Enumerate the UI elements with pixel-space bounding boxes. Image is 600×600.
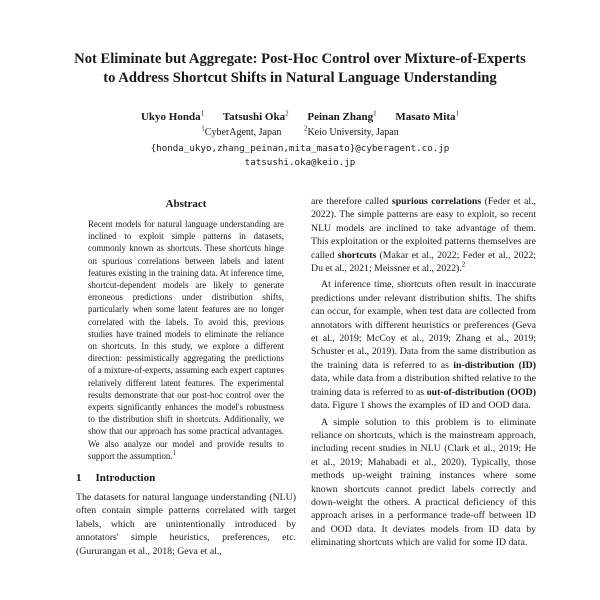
author: Ukyo Honda$^1$	[140, 109, 205, 123]
author-emails	[40, 142, 560, 170]
title-line-1: Not Eliminate but Aggregate: Post-Hoc Control over Mixture-of-Experts	[74, 51, 526, 67]
affiliation: $^2$Keio University, Japan	[303, 124, 399, 138]
title-line-2: to Address Shortcut Shifts in Natural Language Understanding	[103, 70, 497, 86]
left-column	[76, 198, 296, 561]
abstract-text: Recent models for natural language understanding are inclined to exploit simple patterns in datasets, commonly known as shortcuts. These shortcuts hinge on spurious correlations between labels and latent features existing in the training data. At inference time, shortcut-dependent models are likely to generate erroneous predictions under distribution shifts, particularly when some latent features are no longer correlated with the labels. To avoid this, previous studies have trained models to eliminate the reliance on shortcuts. In this study, we explore a different direction: pessimistically aggregating the predictions of a mixture-of-experts, assuming each expert captures relatively different latent features. The experimental results demonstrate that our post-hoc control over the experts significantly enhances the model's robustness to the distribution shift in shortcuts. Additionally, we show that our approach has some practical advantages. We also analyze our model and provide results to support the assumption.$^1$	[88, 219, 284, 461]
author: Tatsushi Oka$^2$	[222, 109, 289, 123]
paragraph: At inference time, shortcuts often result in inaccurate predictions under relevant distribution shifts. The shifts can occur, for example, when test data are collected from annotators with different heuristics or preferences (Geva et al., 2019; McCoy et al., 2019; Zhang et al., 2019; Schuster et al., 2019). Data from the same distribution as the training data is referred to as in-distribution (ID) data, while data from a distribution shifted relative to the training data is referred to as out-of-distribution (OOD) data. Figure 1 shows the examples of ID and OOD data.	[311, 279, 536, 412]
paragraph: are therefore called spurious correlations (Feder et al., 2022). The simple patterns are easy to exploit, so recent NLU models are inclined to take advantage of them. This exploitation or the exploited patterns themselves are called shortcuts (Makar et al., 2022; Feder et al., 2022; Du et al., 2021; Meissner et al., 2022).$^2$	[311, 196, 536, 275]
affiliations	[40, 126, 560, 139]
affiliation: $^1$CyberAgent, Japan	[201, 124, 282, 138]
section-heading-introduction: 1 Introduction	[76, 472, 156, 485]
author-list	[40, 110, 560, 124]
email-line: {honda_ukyo,zhang_peinan,mita_masato}@cyberagent.co.jp	[150, 143, 450, 154]
paragraph: A simple solution to this problem is to eliminate reliance on shortcuts, which is the mainstream approach, including recent studies in NLU (Clark et al., 2019; He et al., 2019; Mahabadi et al., 2020). Typically, those methods up-weight training instances where some known shortcuts cannot predict labels correctly and down-weight the others. A practical deficiency of this approach arises in a performance trade-off between ID and OOD data. It deviates models from ID data by eliminating shortcuts which are valid for some ID data.	[311, 416, 536, 549]
abstract-heading: Abstract	[165, 198, 207, 210]
paper-title	[40, 50, 560, 88]
author: Masato Mita$^1$	[395, 109, 460, 123]
author: Peinan Zhang$^1$	[307, 109, 377, 123]
paragraph: The datasets for natural language understanding (NLU) often contain simple patterns correlated with target labels, which are unintentionally introduced by annotators' simple heuristics, preferences, etc. (Gururangan et al., 2018; Geva et al.,	[76, 492, 296, 557]
introduction-text	[76, 491, 296, 558]
right-column	[311, 195, 536, 553]
email-line: tatsushi.oka@keio.jp	[244, 157, 356, 168]
